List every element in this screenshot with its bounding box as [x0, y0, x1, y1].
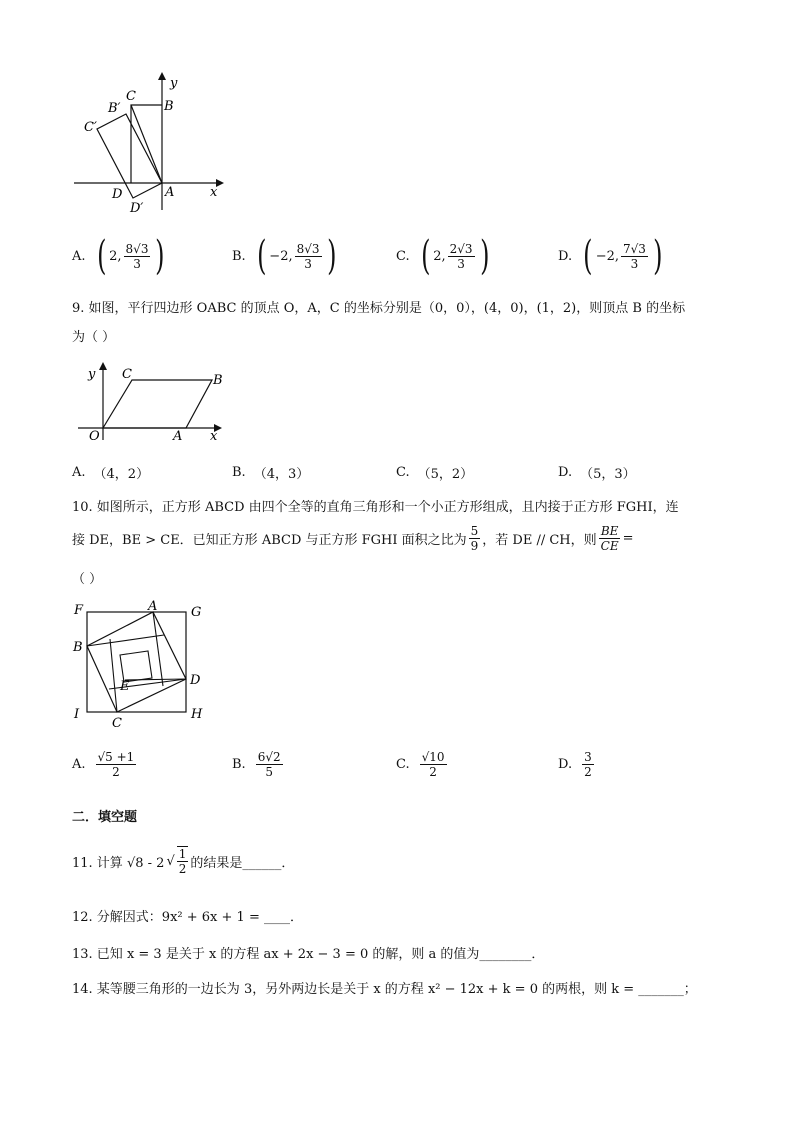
q9-option-c[interactable]: C. （5，2） — [396, 465, 474, 482]
label-i: I — [74, 707, 80, 722]
label-a: A — [173, 429, 183, 444]
q8-options — [72, 233, 732, 282]
q8-d-fraction: $\frac{7√3}{3}$ — [623, 241, 646, 271]
q8-option-c[interactable]: C. ( 2, $\frac{2√3}{3}$ ) — [396, 233, 490, 279]
q8-option-d[interactable]: D. ( −2, $\frac{7√3}{3}$ ) — [558, 233, 663, 279]
label-c: C — [122, 367, 132, 382]
y-axis-arrow — [158, 72, 166, 80]
label-a: A — [165, 185, 175, 200]
y-axis-arrow — [99, 362, 107, 370]
q9-option-d[interactable]: D. （5，3） — [558, 465, 636, 482]
label-y: y — [170, 76, 178, 91]
label-b-prime: B′ — [108, 101, 121, 116]
seg-4 — [110, 639, 117, 712]
label-x: x — [210, 185, 218, 200]
q10-option-c[interactable]: C. $\frac{√10}{2}$ — [396, 750, 445, 779]
small-square — [120, 651, 152, 682]
q10-options — [72, 750, 732, 790]
rect-ab'c'd' — [97, 114, 162, 198]
label-d-prime: D′ — [130, 201, 144, 216]
q9-option-a[interactable]: A. （4，2） — [72, 465, 150, 482]
label-c: C — [126, 89, 136, 104]
label-a: A — [148, 599, 158, 614]
q8-option-b[interactable]: B. ( −2, $\frac{8√3}{3}$ ) — [232, 233, 337, 279]
parallelogram-oabc — [103, 380, 212, 428]
label-b: B — [73, 640, 83, 655]
q9-stem-line1: 9. 如图，平行四边形 OABC 的顶点 O，A，C 的坐标分别是（0，0），(4，0)，(1，2)，则顶点 B 的坐标 — [72, 301, 686, 316]
label-o: O — [89, 429, 100, 444]
label-y: y — [88, 367, 96, 382]
section-title-fill-blank: 二．填空题 — [72, 810, 138, 825]
q10-stem-line3: （ ） — [72, 572, 103, 587]
label-c-prime: C′ — [84, 120, 97, 135]
label-f: F — [74, 603, 84, 618]
q11-fraction: $\frac{1}{2}$ — [178, 847, 187, 876]
q10-option-d[interactable]: D. $\frac{3}{2}$ — [558, 750, 592, 779]
figure-q8-rotation — [70, 70, 230, 220]
label-b: B — [164, 99, 174, 114]
q10-answer-fraction: $\frac{BE}{CE}$ — [600, 524, 619, 553]
q10-stem-line1: 10. 如图所示，正方形 ABCD 由四个全等的直角三角形和一个小正方形组成，且内接于正方形 FGHI，连 — [72, 500, 679, 515]
figure-q10-squares — [70, 598, 210, 732]
label-h: H — [191, 707, 203, 722]
q8-b-fraction: $\frac{8√3}{3}$ — [296, 241, 320, 271]
label-d: D — [190, 673, 201, 688]
q10-option-b[interactable]: B. $\frac{6√2}{5}$ — [232, 750, 281, 779]
q10-ratio-fraction: $\frac{5}{9}$ — [470, 524, 479, 553]
q13: 13. 已知 x = 3 是关于 x 的方程 ax + 2x − 3 = 0 的解，则 a 的值为________． — [72, 947, 545, 962]
q9-stem-line2: 为（ ） — [72, 330, 116, 345]
label-g: G — [191, 605, 202, 620]
label-c: C — [112, 716, 122, 731]
label-b: B — [213, 373, 223, 388]
label-x: x — [210, 429, 218, 444]
q14: 14. 某等腰三角形的一边长为 3，另外两边长是关于 x 的方程 x² − 12x + k = 0 的两根，则 k = _______； — [72, 982, 697, 997]
square-fghi — [87, 612, 186, 712]
q9-option-b[interactable]: B. （4，3） — [232, 465, 310, 482]
q8-c-fraction: $\frac{2√3}{3}$ — [449, 241, 473, 271]
square-abcd — [87, 612, 186, 712]
label-d: D — [112, 187, 123, 202]
figure-q9-parallelogram — [72, 360, 232, 450]
q10-option-a[interactable]: A. $\frac{√5 +1}{2}$ — [72, 750, 135, 779]
q12: 12. 分解因式：9x² + 6x + 1 = ____． — [72, 910, 303, 925]
q11: 11. 计算 √8 - 2 √ $\frac{1}{2}$ 的结果是______． — [72, 847, 295, 876]
q8-option-a[interactable]: A. ( 2, $\frac{8√3}{3}$ ) — [72, 233, 165, 279]
q10-stem-line2: 接 DE，BE > CE．已知正方形 ABCD 与正方形 FGHI 面积之比为 $\frac{5}{9}$ ，若 DE // CH，则 $\frac{BE}{CE}$ = — [72, 524, 634, 553]
q8-a-fraction: $\frac{8√3}{3}$ — [125, 241, 149, 271]
label-e: E — [120, 679, 130, 694]
q9-options — [72, 463, 732, 483]
diagonal-ca — [131, 105, 162, 183]
